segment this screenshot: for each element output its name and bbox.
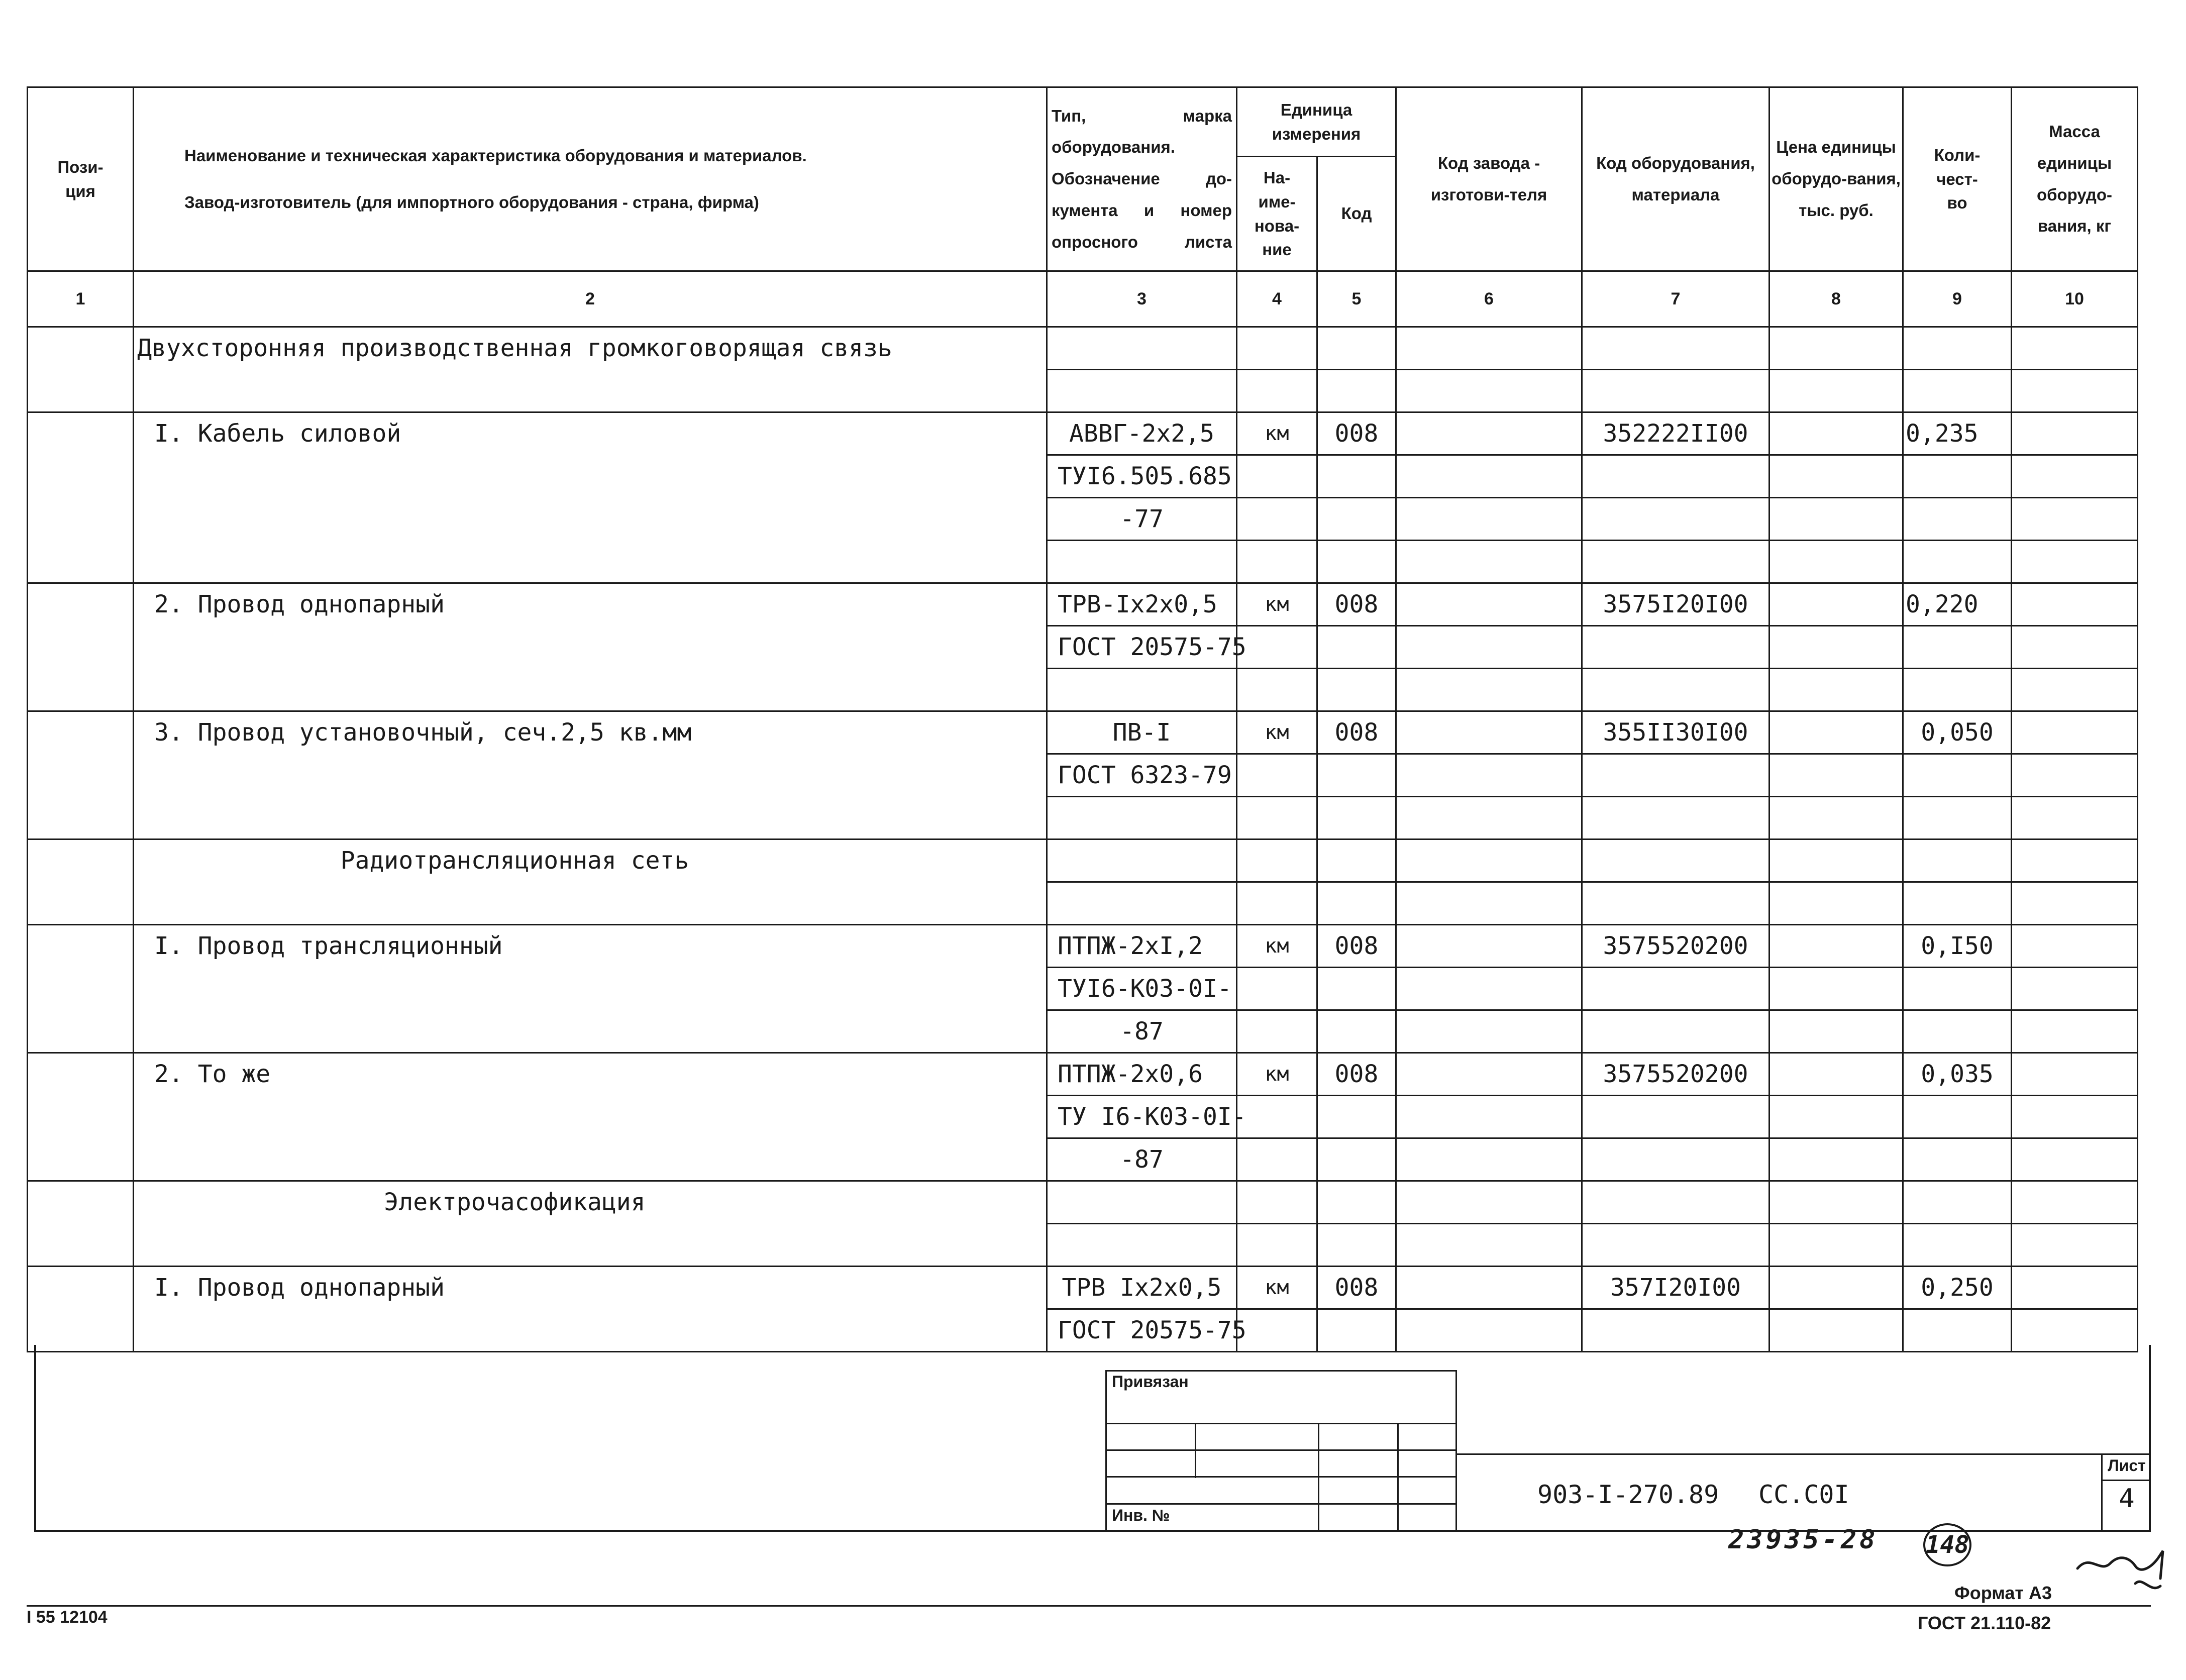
sheet-label: Лист: [2108, 1456, 2146, 1475]
item-unit: км: [1237, 583, 1317, 626]
stamp-divider: [1318, 1423, 1319, 1530]
item-doc: ГОСТ 20575-75: [1047, 1309, 1237, 1352]
item-type: ТРВ Iх2х0,5: [1047, 1267, 1237, 1309]
item-name: 2. То же: [134, 1053, 1047, 1096]
item-type: ПТПЖ-2хI,2: [1047, 925, 1237, 968]
col-mass-header: Масса единицы оборудо-вания, кг: [2012, 87, 2138, 271]
item-qty: 0,220: [1903, 583, 2012, 626]
gost-label: ГОСТ 21.110-82: [1918, 1613, 2051, 1633]
stamp-rule: [1107, 1449, 1455, 1451]
col-number: 8: [1769, 271, 1903, 327]
col-maker-code-header: Код завода - изготови-теля: [1396, 87, 1582, 271]
blank-row: [28, 669, 2138, 711]
blank-row: [28, 882, 2138, 925]
blank-row: [28, 1224, 2138, 1267]
item-doc: ТУI6.505.685: [1047, 455, 1237, 498]
blank-row: [28, 370, 2138, 412]
sheet-number: 4: [2119, 1484, 2135, 1514]
table-row: [28, 626, 2138, 669]
blank-row: [28, 541, 2138, 583]
table-row: [28, 1138, 2138, 1181]
item-qty: 0,250: [1903, 1267, 2012, 1309]
stamp-rule: [1107, 1476, 1455, 1478]
item-unit: км: [1237, 711, 1317, 754]
document-suffix: СС.С0I: [1758, 1480, 1849, 1509]
item-unit-code: 008: [1317, 711, 1396, 754]
sheet-rule: [2103, 1480, 2151, 1481]
item-name: I. Провод трансляционный: [134, 925, 1047, 968]
stamp-rule: [1107, 1423, 1455, 1424]
col-unit-name-header: На- име- нова- ние: [1237, 157, 1317, 271]
signature-icon: [2075, 1548, 2175, 1604]
blank-row: [28, 797, 2138, 839]
format-label: Формат А3: [1954, 1583, 2052, 1603]
item-doc: ТУI6-К03-0I-: [1047, 968, 1237, 1010]
item-unit-code: 008: [1317, 583, 1396, 626]
table-row: [28, 1267, 2138, 1309]
table-row: [28, 583, 2138, 626]
col-position-header: Пози- ция: [28, 87, 134, 271]
stamp-rule: [1107, 1503, 1455, 1505]
document-title-box: [1457, 1453, 2151, 1532]
item-doc: -87: [1047, 1010, 1237, 1053]
item-type: ПТПЖ-2х0,6: [1047, 1053, 1237, 1096]
col-name-header-line1: Наименование и техническая характеристика оборудования и материалов.: [184, 146, 807, 165]
table-row: [28, 412, 2138, 455]
binding-stamp: [1105, 1370, 1457, 1532]
item-qty: 0,I50: [1903, 925, 2012, 968]
sheet-box: [2101, 1453, 2151, 1532]
table-row: [28, 925, 2138, 968]
item-unit: км: [1237, 1267, 1317, 1309]
stamp-divider: [1397, 1423, 1399, 1530]
col-qty-header: Коли- чест- во: [1903, 87, 2012, 271]
item-doc: ТУ I6-К03-0I-: [1047, 1096, 1237, 1138]
item-unit-code: 008: [1317, 925, 1396, 968]
col-number: 1: [28, 271, 134, 327]
item-type: АВВГ-2х2,5: [1047, 412, 1237, 455]
table-row: [28, 754, 2138, 797]
col-type-header: Тип, марка оборудования. Обозначение до-кумента и номер опросного листа: [1047, 87, 1237, 271]
col-name-header: [134, 87, 1047, 271]
item-code: 357I20I00: [1582, 1267, 1769, 1309]
item-code: 3575520200: [1582, 1053, 1769, 1096]
item-name: I. Провод однопарный: [134, 1267, 1047, 1309]
col-number: 5: [1317, 271, 1396, 327]
item-qty: 0,050: [1903, 711, 2012, 754]
section-title: Радиотрансляционная сеть: [134, 839, 1047, 882]
col-number: 4: [1237, 271, 1317, 327]
col-number: 7: [1582, 271, 1769, 327]
table-row: [28, 1053, 2138, 1096]
item-code: 3575I20I00: [1582, 583, 1769, 626]
section-title: Двухсторонняя производственная громкоговорящая связь: [134, 327, 1047, 370]
bound-label: Привязан: [1112, 1373, 1189, 1391]
item-unit: км: [1237, 1053, 1317, 1096]
header-row: [28, 87, 2138, 157]
item-doc: -77: [1047, 498, 1237, 541]
item-unit-code: 008: [1317, 1267, 1396, 1309]
item-name: 2. Провод однопарный: [134, 583, 1047, 626]
stamp-divider: [1195, 1423, 1196, 1478]
handwritten-number: 23935-28: [1728, 1525, 1879, 1555]
item-code: 355II30I00: [1582, 711, 1769, 754]
col-unit-group-header: Единица измерения: [1237, 87, 1396, 157]
col-name-header-line2: Завод-изготовитель (для импортного оборудования - страна, фирма): [184, 192, 759, 212]
circled-number: 148: [1923, 1523, 1971, 1566]
section-row: [28, 839, 2138, 882]
item-doc: ГОСТ 20575-75: [1047, 626, 1237, 669]
item-unit: км: [1237, 925, 1317, 968]
section-row: [28, 327, 2138, 370]
item-type: ПВ-I: [1047, 711, 1237, 754]
table-row: [28, 455, 2138, 498]
bottom-rule: [27, 1605, 2151, 1607]
table-row: [28, 711, 2138, 754]
col-unit-code-header: Код: [1317, 157, 1396, 271]
item-unit: км: [1237, 412, 1317, 455]
item-doc: ГОСТ 6323-79: [1047, 754, 1237, 797]
table-row: [28, 1010, 2138, 1053]
item-code: 352222II00: [1582, 412, 1769, 455]
print-code: I 55 12104: [27, 1608, 108, 1627]
inventory-label: Инв. №: [1112, 1506, 1170, 1524]
document-code: 903-I-270.89: [1537, 1480, 1719, 1509]
item-qty: 0,235: [1903, 412, 2012, 455]
col-number: 2: [134, 271, 1047, 327]
table-row: [28, 498, 2138, 541]
col-number: 6: [1396, 271, 1582, 327]
item-name: 3. Провод установочный, сеч.2,5 кв.мм: [134, 711, 1047, 754]
item-code: 3575520200: [1582, 925, 1769, 968]
item-type: ТРВ-Iх2х0,5: [1047, 583, 1237, 626]
item-name: I. Кабель силовой: [134, 412, 1047, 455]
section-title: Электрочасофикация: [134, 1181, 1047, 1224]
col-equipment-code-header: Код оборудования, материала: [1582, 87, 1769, 271]
specification-table: [27, 86, 2138, 1352]
column-number-row: [28, 271, 2138, 327]
col-price-header: Цена единицы оборудо-вания, тыс. руб.: [1769, 87, 1903, 271]
col-number: 3: [1047, 271, 1237, 327]
item-doc: -87: [1047, 1138, 1237, 1181]
table-row: [28, 968, 2138, 1010]
section-row: [28, 1181, 2138, 1224]
item-unit-code: 008: [1317, 412, 1396, 455]
col-number: 9: [1903, 271, 2012, 327]
table-row: [28, 1096, 2138, 1138]
item-unit-code: 008: [1317, 1053, 1396, 1096]
col-number: 10: [2012, 271, 2138, 327]
item-qty: 0,035: [1903, 1053, 2012, 1096]
